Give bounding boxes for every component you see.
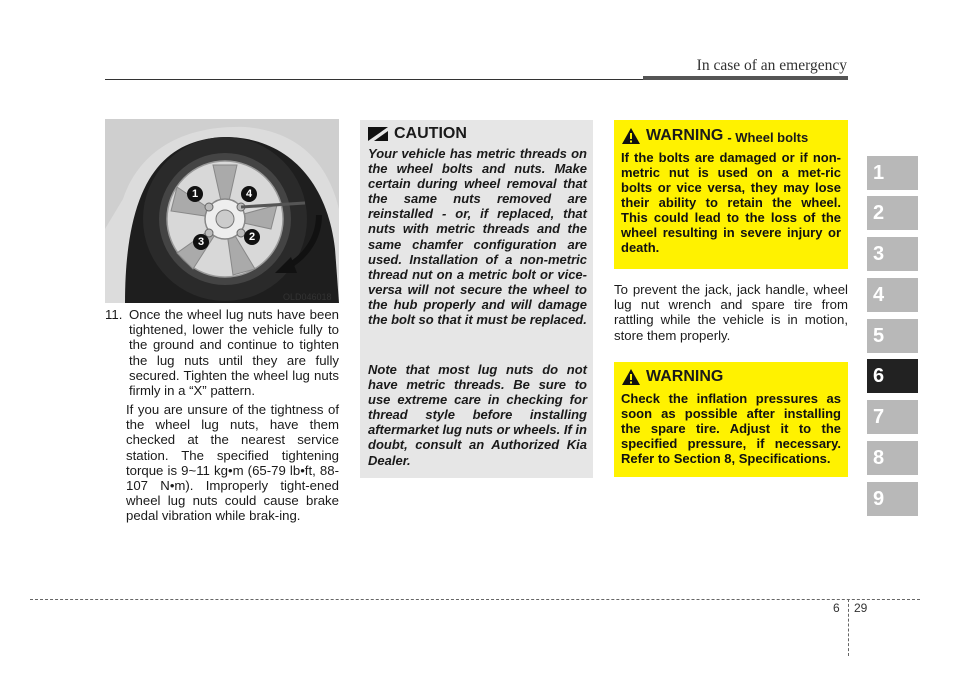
footer-rule xyxy=(30,599,920,600)
step-11-text: Once the wheel lug nuts have been tightened, lower the vehicle fully to the ground and continue to tighten the lug nuts until they are fully secured. Tighten the wheel lug nuts firmly in a “X” pattern. xyxy=(129,307,339,399)
caution-icon xyxy=(368,127,388,141)
chapter-tab-1[interactable]: 1 xyxy=(867,156,918,190)
warning-text-wheel-bolts: If the bolts are damaged or if non-metric nut is used on a met-ric bolts or vice versa, they may lose their ability to retain the wheel. This could lead to the loss of the wheel resulting in severe injury or death. xyxy=(621,150,841,255)
chapter-tab-3[interactable]: 3 xyxy=(867,237,918,271)
warning-subtitle: - Wheel bolts xyxy=(727,129,809,145)
warning-triangle-icon xyxy=(622,369,640,385)
caution-title: CAUTION xyxy=(394,125,467,142)
page-header-title: In case of an emergency xyxy=(696,57,847,74)
step-11 xyxy=(105,307,339,398)
figure-code: OLD046018 xyxy=(283,292,332,302)
chapter-tab-4[interactable]: 4 xyxy=(867,278,918,312)
chapter-tab-2[interactable]: 2 xyxy=(867,196,918,230)
marker-2: 2 xyxy=(244,227,260,245)
caution-heading xyxy=(368,125,467,143)
chapter-tab-7[interactable]: 7 xyxy=(867,400,918,434)
marker-3: 3 xyxy=(193,232,209,250)
caution-text-2: Note that most lug nuts do not have metric threads. Be sure to use extreme care in checking for thread style before installing aftermarket lug nuts or wheels. If in doubt, consult an Authorized Kia Dealer. xyxy=(368,362,587,468)
wheel-lug-nut-illustration xyxy=(105,119,339,303)
warning-title: WARNING xyxy=(646,368,724,385)
warning-heading-wheel-bolts xyxy=(622,127,808,145)
warning-text-inflation: Check the inflation pressures as soon as possible after installing the spare tire. Adjust it to the specified pressure, if necessary. Refer to Section 8, Specifications. xyxy=(621,391,841,466)
chapter-tab-5[interactable]: 5 xyxy=(867,319,918,353)
storage-instructions: To prevent the jack, jack handle, wheel lug nut wrench and spare tire from rattling while the vehicle is in motion, store them properly. xyxy=(614,282,848,343)
footer-divider xyxy=(848,599,849,656)
page-chapter-number: 6 xyxy=(833,601,840,615)
caution-text-1: Your vehicle has metric threads on the wheel bolts and nuts. Make certain during wheel removal that the same nuts removed are reinstalled - or, if replaced, that nuts with metric threads and the same chamfer configuration are used. Installation of a non-metric thread nut on a metric bolt or vice-versa will not secure the wheel to the hub properly and will damage the bolt so that it must be replaced. xyxy=(368,146,587,328)
warning-heading-inflation xyxy=(622,368,723,386)
chapter-tab-8[interactable]: 8 xyxy=(867,441,918,475)
marker-4: 4 xyxy=(241,184,257,202)
chapter-tab-6[interactable]: 6 xyxy=(867,359,918,393)
wheel-drawing xyxy=(105,119,339,303)
marker-1: 1 xyxy=(187,184,203,202)
tightness-note: If you are unsure of the tightness of the wheel lug nuts, have them checked at the nearest service station. The specified tightening torque is 9~11 kg•m (65-79 lb•ft, 88-107 N•m). Improperly tight-ened wheel lug nuts could cause brake pedal vibration while brak-ing. xyxy=(126,402,339,524)
chapter-tab-9[interactable]: 9 xyxy=(867,482,918,516)
page-number: 29 xyxy=(854,601,868,615)
step-number: 11. xyxy=(105,307,123,322)
header-accent-bar xyxy=(643,76,848,80)
warning-title: WARNING xyxy=(646,127,724,144)
warning-triangle-icon xyxy=(622,128,640,144)
